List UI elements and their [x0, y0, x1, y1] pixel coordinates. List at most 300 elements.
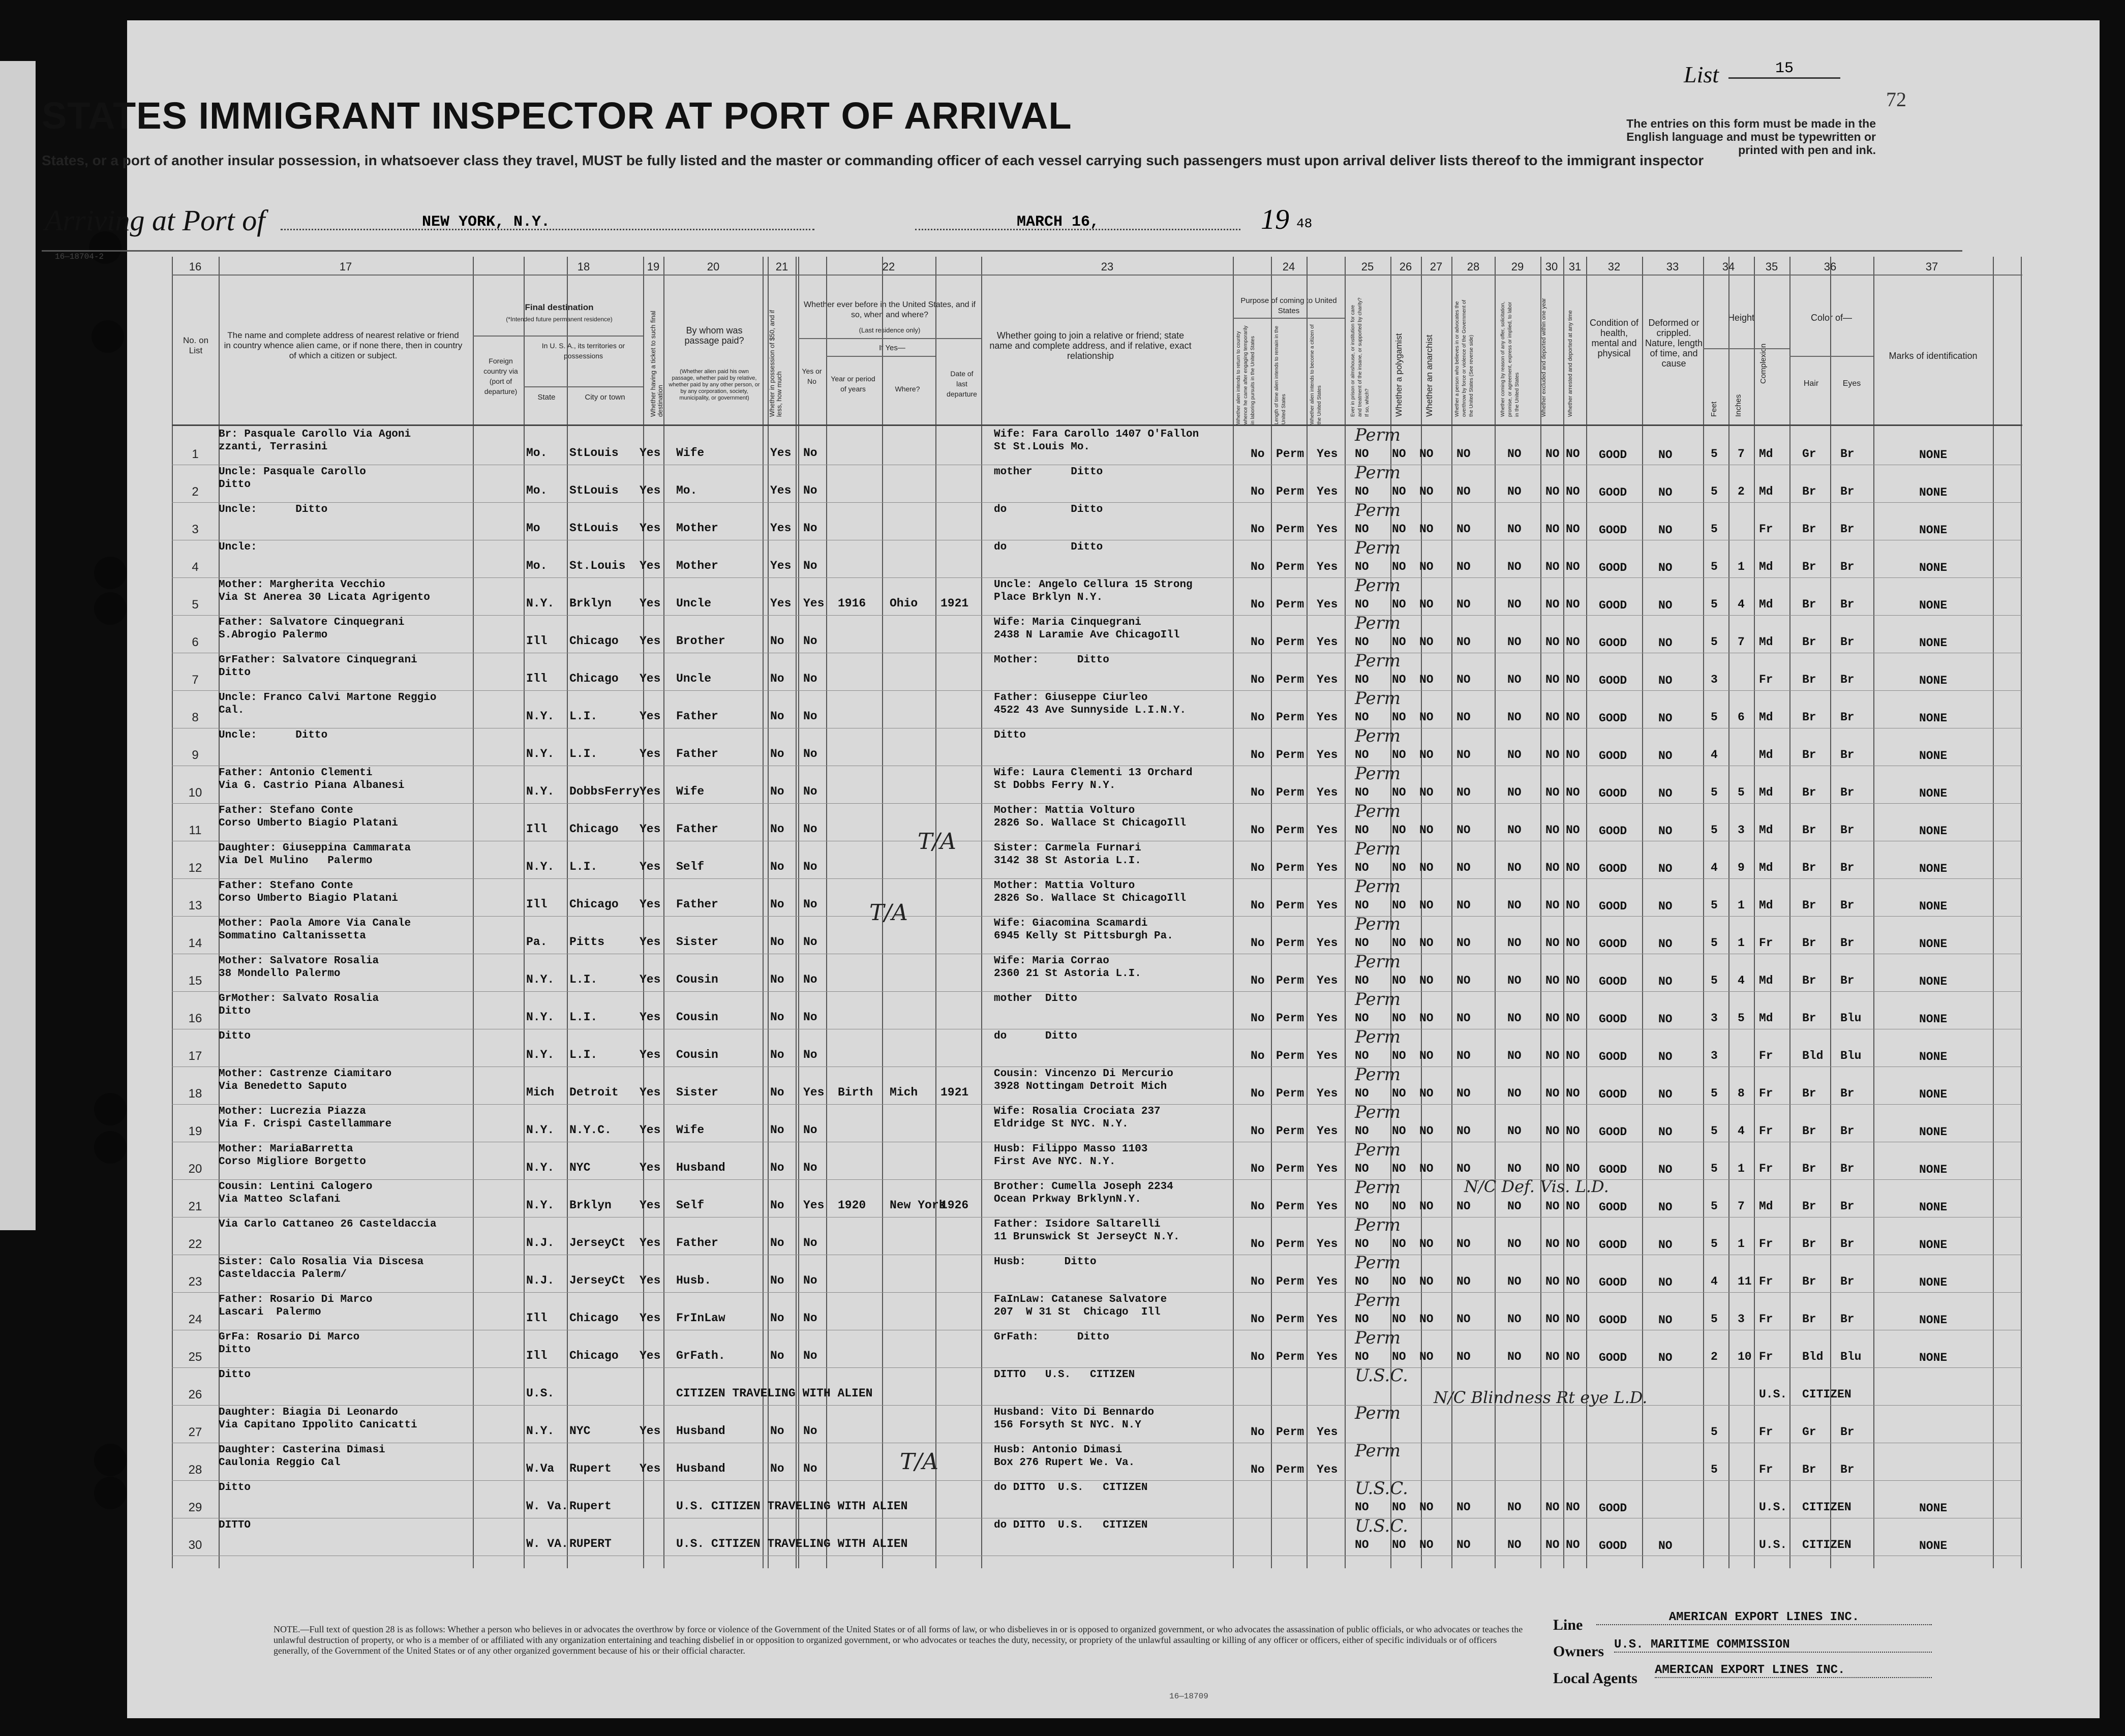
cell-p3: Yes — [1317, 1237, 1338, 1251]
cell-city: St.Louis — [569, 559, 626, 572]
cell-tkt: Yes — [640, 1424, 661, 1438]
cell-c25: NO — [1355, 861, 1369, 874]
cell-p2: Perm — [1276, 786, 1304, 799]
cell-hlth: GOOD — [1599, 1088, 1627, 1101]
column-rule — [1233, 257, 1234, 1568]
cell-p2: Perm — [1276, 936, 1304, 950]
cell-prev: No — [803, 710, 817, 723]
cell-p3: Yes — [1317, 1275, 1338, 1288]
cell-c27: NO — [1419, 485, 1434, 498]
cell-def: NO — [1658, 975, 1673, 988]
cell-c30: NO — [1545, 1313, 1560, 1326]
joining-relative: Husb: Antonio Dimasi Box 276 Rupert We. Va. — [994, 1444, 1135, 1469]
cell-c31: NO — [1566, 1162, 1580, 1175]
cell-paid: Father — [676, 1236, 718, 1250]
relative-address: Uncle: — [219, 541, 257, 553]
cell-hlth: GOOD — [1599, 1238, 1627, 1252]
cell-ft: 5 — [1711, 1425, 1718, 1439]
cell-hair: Br — [1802, 786, 1816, 799]
cell-ft: 5 — [1711, 635, 1718, 649]
header-ticket: Whether having a ticket to such final destination — [649, 311, 664, 417]
cell-ft: 3 — [1711, 1049, 1718, 1062]
cell-prev: No — [803, 559, 817, 572]
cell-p2: Perm — [1276, 523, 1304, 536]
relative-address: Father: Stefano Conte Corso Umberto Biagio Platani — [219, 880, 398, 904]
header-final-destination-sub: (*Intended future permanent residence) — [506, 316, 613, 323]
cell-st: N.Y. — [526, 1011, 555, 1024]
column-number: 34 — [1722, 260, 1735, 273]
header-final-destination: Final destination — [525, 302, 594, 312]
cell-p3: Yes — [1317, 1350, 1338, 1363]
cell-c29: NO — [1507, 711, 1522, 724]
cell-c25: NO — [1355, 1162, 1369, 1175]
cell-cx: Md — [1759, 824, 1773, 837]
cell-def: NO — [1658, 1125, 1673, 1139]
cell-tkt: Yes — [640, 1462, 661, 1475]
subheader-rule — [798, 338, 981, 339]
cell-cx: Fr — [1759, 1087, 1773, 1100]
row-number: 12 — [188, 861, 202, 875]
cell-c31: NO — [1566, 1237, 1580, 1251]
cell-c28: NO — [1456, 1538, 1471, 1551]
cell-c25: NO — [1355, 673, 1369, 686]
header-height: Height — [1727, 313, 1755, 323]
header-deformed: Deformed or crippled. Nature, length of time, and cause — [1645, 318, 1703, 369]
cell-c31: NO — [1566, 711, 1580, 724]
cell-fifty: No — [770, 1462, 784, 1475]
header-purpose-b: Length of time alien intends to remain in the United States — [1274, 325, 1287, 424]
cell-def: NO — [1658, 636, 1673, 650]
column-rule — [1703, 257, 1704, 1568]
cell-c30: NO — [1545, 1237, 1560, 1251]
relative-address: Father: Salvatore Cinquegrani S.Abrogio Palermo — [219, 617, 405, 641]
column-number: 27 — [1430, 260, 1443, 273]
cell-city: Detroit — [569, 1086, 619, 1099]
cell-st: W. Va. — [526, 1500, 568, 1513]
cell-c30: NO — [1545, 711, 1560, 724]
cell-c31: NO — [1566, 485, 1580, 498]
cell-prev: No — [803, 935, 817, 949]
header-fifty: Whether in possession of $50, and if less, how much — [768, 310, 783, 417]
header-rule — [172, 275, 2022, 276]
cell-marks: NONE — [1919, 900, 1948, 913]
header-if-yes: If Yes— — [879, 344, 905, 352]
cell-city: Chicago — [569, 634, 619, 648]
relative-address: Sister: Calo Rosalia Via Discesa Casteldaccia Palerm/ — [219, 1256, 424, 1281]
cell-ft: 4 — [1711, 861, 1718, 874]
cell-ft: 5 — [1711, 786, 1718, 799]
cell-c25: NO — [1355, 1237, 1369, 1251]
cell-prev: No — [803, 1424, 817, 1438]
cell-c30: NO — [1545, 673, 1560, 686]
joining-relative: Wife: Rosalia Crociata 237 Eldridge St NYC. N.Y. — [994, 1106, 1161, 1130]
cell-ft: 5 — [1711, 1200, 1718, 1213]
cell-c25: NO — [1355, 786, 1369, 799]
cell-p3: Yes — [1317, 936, 1338, 950]
cell-cx: Fr — [1759, 523, 1773, 536]
column-rule — [1271, 257, 1272, 1568]
cell-p2: Perm — [1276, 974, 1304, 987]
cell-hlth: GOOD — [1599, 749, 1627, 763]
instruction-note: The entries on this form must be made in the English language and must be typewritten or printed with pen and ink. — [1626, 117, 1876, 157]
row-number: 4 — [192, 560, 199, 574]
cell-c28: NO — [1456, 1162, 1471, 1175]
cell-c28: NO — [1456, 1313, 1471, 1326]
cell-hair: Br — [1802, 1162, 1816, 1175]
cell-eyes: Br — [1840, 974, 1855, 987]
header-polygamist: Whether a polygamist — [1394, 333, 1404, 417]
cell-yr: 1920 — [838, 1199, 866, 1212]
handwritten-purpose: Perm — [1355, 425, 1401, 445]
row-rule — [172, 502, 2022, 503]
relative-address: GrFather: Salvatore Cinquegrani Ditto — [219, 654, 417, 679]
cell-p3: Yes — [1317, 673, 1338, 686]
cell-hair: Br — [1802, 1313, 1816, 1326]
column-number: 17 — [339, 260, 352, 273]
cell-c29: NO — [1507, 1313, 1522, 1326]
row-number: 18 — [188, 1087, 202, 1101]
cell-eyes: Br — [1840, 936, 1855, 950]
cell-hlth: GOOD — [1599, 712, 1627, 725]
header-relative: The name and complete address of nearest relative or friend in country whence alien came, or if none there, then in country of which a citizen or subject. — [224, 330, 463, 360]
cell-c26: NO — [1392, 1200, 1406, 1213]
column-rule — [1451, 257, 1452, 1568]
cell-fifty: No — [770, 898, 784, 911]
row-number: 30 — [188, 1538, 202, 1552]
cell-prev: No — [803, 1011, 817, 1024]
cell-c27: NO — [1419, 711, 1434, 724]
cell-c26: NO — [1392, 748, 1406, 762]
cell-paid: Father — [676, 747, 718, 760]
cell-cx: U.S. — [1759, 1538, 1787, 1551]
relative-address: Mother: Paola Amore Via Canale Sommatino Caltanissetta — [219, 918, 411, 942]
joining-relative: Cousin: Vincenzo Di Mercurio 3928 Nottingam Detroit Mich — [994, 1068, 1173, 1092]
cell-ft: 5 — [1711, 447, 1718, 461]
cell-p3: Yes — [1317, 1313, 1338, 1326]
cell-fifty: No — [770, 785, 784, 798]
cell-def: NO — [1658, 1088, 1673, 1101]
cell-hlth: GOOD — [1599, 937, 1627, 951]
cell-fifty: No — [770, 973, 784, 986]
cell-hlth: GOOD — [1599, 636, 1627, 650]
line-label: Line — [1553, 1617, 1583, 1633]
cell-c28: NO — [1456, 1049, 1471, 1062]
cell-cx: Fr — [1759, 1237, 1773, 1251]
cell-city: L.I. — [569, 710, 598, 723]
cell-c30: NO — [1545, 861, 1560, 874]
cell-p2: Perm — [1276, 1162, 1304, 1175]
cell-p3: Yes — [1317, 447, 1338, 461]
cell-hair: Br — [1802, 598, 1816, 611]
cell-where: Mich — [890, 1086, 918, 1099]
cell-paid: Husband — [676, 1424, 725, 1438]
cell-prev: No — [803, 1349, 817, 1362]
cell-p3: Yes — [1317, 711, 1338, 724]
cell-p2: Perm — [1276, 861, 1304, 874]
cell-p3: Yes — [1317, 598, 1338, 611]
arrival-date: MARCH 16, — [1017, 214, 1100, 231]
cell-hair: Br — [1802, 711, 1816, 724]
cell-in: 1 — [1738, 560, 1745, 573]
cell-p2: Perm — [1276, 1012, 1304, 1025]
cell-c31: NO — [1566, 1501, 1580, 1514]
cell-city: Chicago — [569, 823, 619, 836]
cell-c25: NO — [1355, 1200, 1369, 1213]
cell-eyes: Br — [1840, 1087, 1855, 1100]
subheader-rule — [524, 386, 643, 387]
cell-c29: NO — [1507, 861, 1522, 874]
cell-c27: NO — [1419, 1313, 1434, 1326]
cell-c29: NO — [1507, 1162, 1522, 1175]
cell-hair: Br — [1802, 1012, 1816, 1025]
cell-hlth: GOOD — [1599, 1125, 1627, 1139]
cell-cx: Md — [1759, 1012, 1773, 1025]
cell-hlth: GOOD — [1599, 1276, 1627, 1289]
cell-c26: NO — [1392, 1124, 1406, 1138]
header-foreign-country: Foreign country via (port of departure) — [483, 357, 518, 395]
cell-c28: NO — [1456, 673, 1471, 686]
cell-hlth: GOOD — [1599, 1050, 1627, 1063]
row-rule — [172, 615, 2022, 616]
cell-tkt: Yes — [640, 860, 661, 873]
handwritten-purpose: Perm — [1355, 651, 1401, 671]
joining-relative: Husb: Filippo Masso 1103 First Ave NYC. N.Y. — [994, 1143, 1148, 1168]
cell-st: N.Y. — [526, 1199, 555, 1212]
cell-paid: U.S. CITIZEN TRAVELING WITH ALIEN — [676, 1500, 908, 1513]
cell-ft: 5 — [1711, 1237, 1718, 1251]
cell-def: NO — [1658, 1539, 1673, 1552]
cell-hlth: GOOD — [1599, 524, 1627, 537]
joining-relative: Sister: Carmela Furnari 3142 38 St Astoria L.I. — [994, 842, 1141, 867]
cell-c27: NO — [1419, 899, 1434, 912]
cell-ft: 5 — [1711, 936, 1718, 950]
cell-hair: Br — [1802, 1237, 1816, 1251]
row-number: 20 — [188, 1162, 202, 1176]
cell-def: NO — [1658, 900, 1673, 913]
handwritten-purpose: Perm — [1355, 1441, 1401, 1461]
joining-relative: GrFath: Ditto — [994, 1331, 1109, 1343]
cell-p3: Yes — [1317, 635, 1338, 649]
cell-st: N.Y. — [526, 860, 555, 873]
cell-in: 4 — [1738, 598, 1745, 611]
cell-city: L.I. — [569, 973, 598, 986]
row-rule — [172, 991, 2022, 992]
cell-ft: 5 — [1711, 560, 1718, 573]
relative-address: Uncle: Pasquale Carollo Ditto — [219, 466, 366, 491]
cell-p2: Perm — [1276, 824, 1304, 837]
cell-prev: No — [803, 973, 817, 986]
page-title: STATES IMMIGRANT INSPECTOR AT PORT OF ARRIVAL — [42, 95, 1072, 137]
cell-in: 5 — [1738, 786, 1745, 799]
cell-c31: NO — [1566, 560, 1580, 573]
cell-c27: NO — [1419, 861, 1434, 874]
subheader-rule — [1233, 318, 1345, 319]
cell-c31: NO — [1566, 1350, 1580, 1363]
cell-c31: NO — [1566, 824, 1580, 837]
cell-c27: NO — [1419, 560, 1434, 573]
cell-def: NO — [1658, 1013, 1673, 1026]
cell-c31: NO — [1566, 748, 1580, 762]
cell-c29: NO — [1507, 560, 1522, 573]
cell-prev: No — [803, 1236, 817, 1250]
cell-c31: NO — [1566, 523, 1580, 536]
handwritten-purpose: Perm — [1355, 801, 1401, 821]
cell-p1: No — [1251, 1200, 1265, 1213]
cell-hlth: GOOD — [1599, 787, 1627, 800]
cell-ft: 5 — [1711, 711, 1718, 724]
cell-hair: Br — [1802, 1200, 1816, 1213]
cell-def: NO — [1658, 561, 1673, 574]
cell-p3: Yes — [1317, 1087, 1338, 1100]
cell-p2: Perm — [1276, 1087, 1304, 1100]
cell-eyes: Br — [1840, 635, 1855, 649]
cell-st: N.Y. — [526, 1123, 555, 1137]
joining-relative: Brother: Cumella Joseph 2234 Ocean Prkway BrklynN.Y. — [994, 1181, 1173, 1205]
cell-p1: No — [1251, 447, 1265, 461]
cell-c27: NO — [1419, 1124, 1434, 1138]
row-number: 17 — [188, 1049, 202, 1063]
cell-hair: Br — [1802, 899, 1816, 912]
header-overthrow: Whether a person who believes in or advocates the overthrow by force or violence of the Government of the United States (See reverse side) — [1454, 299, 1474, 417]
header-date-departure: Date of last departure — [947, 370, 977, 398]
joining-relative: Mother: Ditto — [994, 654, 1109, 666]
joining-relative: Husband: Vito Di Bennardo 156 Forsyth St NYC. N.Y — [994, 1407, 1155, 1431]
handwritten-purpose: Perm — [1355, 989, 1401, 1010]
cell-c25: NO — [1355, 711, 1369, 724]
cell-c29: NO — [1507, 1237, 1522, 1251]
cell-cx: Md — [1759, 635, 1773, 649]
cell-p2: Perm — [1276, 1275, 1304, 1288]
cell-c27: NO — [1419, 1012, 1434, 1025]
cell-p1: No — [1251, 824, 1265, 837]
cell-ft: 5 — [1711, 1463, 1718, 1476]
cell-c29: NO — [1507, 748, 1522, 762]
cell-c29: NO — [1507, 936, 1522, 950]
column-number: 30 — [1545, 260, 1558, 273]
cell-c29: NO — [1507, 899, 1522, 912]
cell-c28: NO — [1456, 899, 1471, 912]
relative-address: Mother: Castrenze Ciamitaro Via Benedetto Saputo — [219, 1068, 392, 1092]
cell-def: NO — [1658, 749, 1673, 763]
cell-paid: Father — [676, 898, 718, 911]
handwritten-purpose: Perm — [1355, 726, 1401, 746]
handwritten-purpose: Perm — [1355, 1290, 1401, 1311]
column-number: 22 — [882, 260, 895, 273]
handwritten-ta: T/A — [869, 900, 908, 926]
cell-c28: NO — [1456, 1237, 1471, 1251]
cell-in: 7 — [1738, 447, 1745, 461]
cell-c27: NO — [1419, 1049, 1434, 1062]
row-rule — [172, 1367, 2022, 1368]
cell-paid: Sister — [676, 935, 718, 949]
cell-fifty: No — [770, 1048, 784, 1061]
cell-c28: NO — [1456, 1124, 1471, 1138]
relative-address: Daughter: Casterina Dimasi Caulonia Reggio Cal — [219, 1444, 385, 1469]
relative-address: Mother: MariaBarretta Corso Migliore Borgetto — [219, 1143, 366, 1168]
cell-st: N.Y. — [526, 747, 555, 760]
column-rule — [1540, 257, 1541, 1568]
row-rule — [172, 1480, 2022, 1481]
cell-c31: NO — [1566, 861, 1580, 874]
cell-in: 5 — [1738, 1012, 1745, 1025]
list-number: 15 — [1728, 60, 1840, 79]
cell-p2: Perm — [1276, 560, 1304, 573]
question-28-note: NOTE.—Full text of question 28 is as follows: Whether a person who believes in or advocates the overthrow by force or violence of the Government of the United States or of all forms of law, or who disbelieves in or is opposed to organized government, or who advocates the assassination of public officials, or who advocates or teaches the unlawful destruction of property, or who is a member of or affiliated with any organization entertaining and teaching disbelief in or opposition to organized government, or who advocates or teaches the duty, necessity, or propriety of the unlawful assaulting or killing of any officer or officers, either of specific individuals or of officers generally, of the Government of the United States or of any other organized government because of his or their official character. — [274, 1624, 1523, 1656]
header-labor: Whether coming by reason of any offer, solicitation, promise, or agreement, express or implied, to labor in the United States — [1500, 301, 1520, 417]
cell-c27: NO — [1419, 1501, 1434, 1514]
cell-cx: Md — [1759, 560, 1773, 573]
cell-tkt: Yes — [640, 1086, 661, 1099]
cell-hlth: GOOD — [1599, 486, 1627, 499]
cell-cx: Fr — [1759, 1162, 1773, 1175]
column-number: 18 — [577, 260, 590, 273]
cell-marks: NONE — [1919, 1125, 1948, 1139]
row-number: 13 — [188, 899, 202, 912]
cell-c28: NO — [1456, 974, 1471, 987]
cell-p3: Yes — [1317, 1200, 1338, 1213]
cell-hlth: GOOD — [1599, 1314, 1627, 1327]
cell-c30: NO — [1545, 447, 1560, 461]
relative-address: Uncle: Ditto — [219, 504, 328, 515]
row-number: 2 — [192, 485, 199, 499]
cell-marks: NONE — [1919, 749, 1948, 763]
cell-c26: NO — [1392, 560, 1406, 573]
cell-eyes: Br — [1840, 861, 1855, 874]
cell-cx: Md — [1759, 899, 1773, 912]
cell-c31: NO — [1566, 1012, 1580, 1025]
cell-c25: NO — [1355, 1087, 1369, 1100]
cell-c27: NO — [1419, 1350, 1434, 1363]
cell-st: Ill — [526, 1349, 548, 1362]
cell-fifty: No — [770, 1123, 784, 1137]
handwritten-note: N/C Blindness Rt eye L.D. — [1434, 1388, 1648, 1407]
cell-in: 1 — [1738, 1237, 1745, 1251]
cell-fifty: No — [770, 1274, 784, 1287]
cell-fifty: No — [770, 1349, 784, 1362]
cell-in: 2 — [1738, 485, 1745, 498]
cell-st: Mich — [526, 1086, 555, 1099]
cell-c29: NO — [1507, 1124, 1522, 1138]
column-rule — [1754, 257, 1755, 1568]
cell-p2: Perm — [1276, 748, 1304, 762]
header-join: Whether going to join a relative or friend; state name and complete address, and if relative, exact relationship — [989, 330, 1192, 361]
cell-c29: NO — [1507, 1049, 1522, 1062]
cell-c26: NO — [1392, 899, 1406, 912]
cell-hlth: GOOD — [1599, 1351, 1627, 1364]
cell-c26: NO — [1392, 673, 1406, 686]
handwritten-note: N/C Def. Vis. L.D. — [1464, 1177, 1609, 1196]
cell-c25: NO — [1355, 1275, 1369, 1288]
cell-p3: Yes — [1317, 1162, 1338, 1175]
cell-c28: NO — [1456, 1012, 1471, 1025]
handwritten-purpose: Perm — [1355, 764, 1401, 784]
list-label: List — [1684, 62, 1719, 87]
cell-hlth: GOOD — [1599, 1539, 1627, 1552]
cell-st: N.J. — [526, 1236, 555, 1250]
cell-c30: NO — [1545, 523, 1560, 536]
cell-ft: 5 — [1711, 523, 1718, 536]
cell-def: NO — [1658, 599, 1673, 612]
cell-c26: NO — [1392, 1162, 1406, 1175]
cell-p1: No — [1251, 1124, 1265, 1138]
handwritten-purpose: Perm — [1355, 914, 1401, 934]
cell-in: 8 — [1738, 1087, 1745, 1100]
cell-paid: Husb. — [676, 1274, 712, 1287]
relative-address: Ditto — [219, 1369, 251, 1381]
cell-p1: No — [1251, 1275, 1265, 1288]
header-purpose: Purpose of coming to United States — [1240, 296, 1337, 315]
cell-prev: No — [803, 1123, 817, 1137]
